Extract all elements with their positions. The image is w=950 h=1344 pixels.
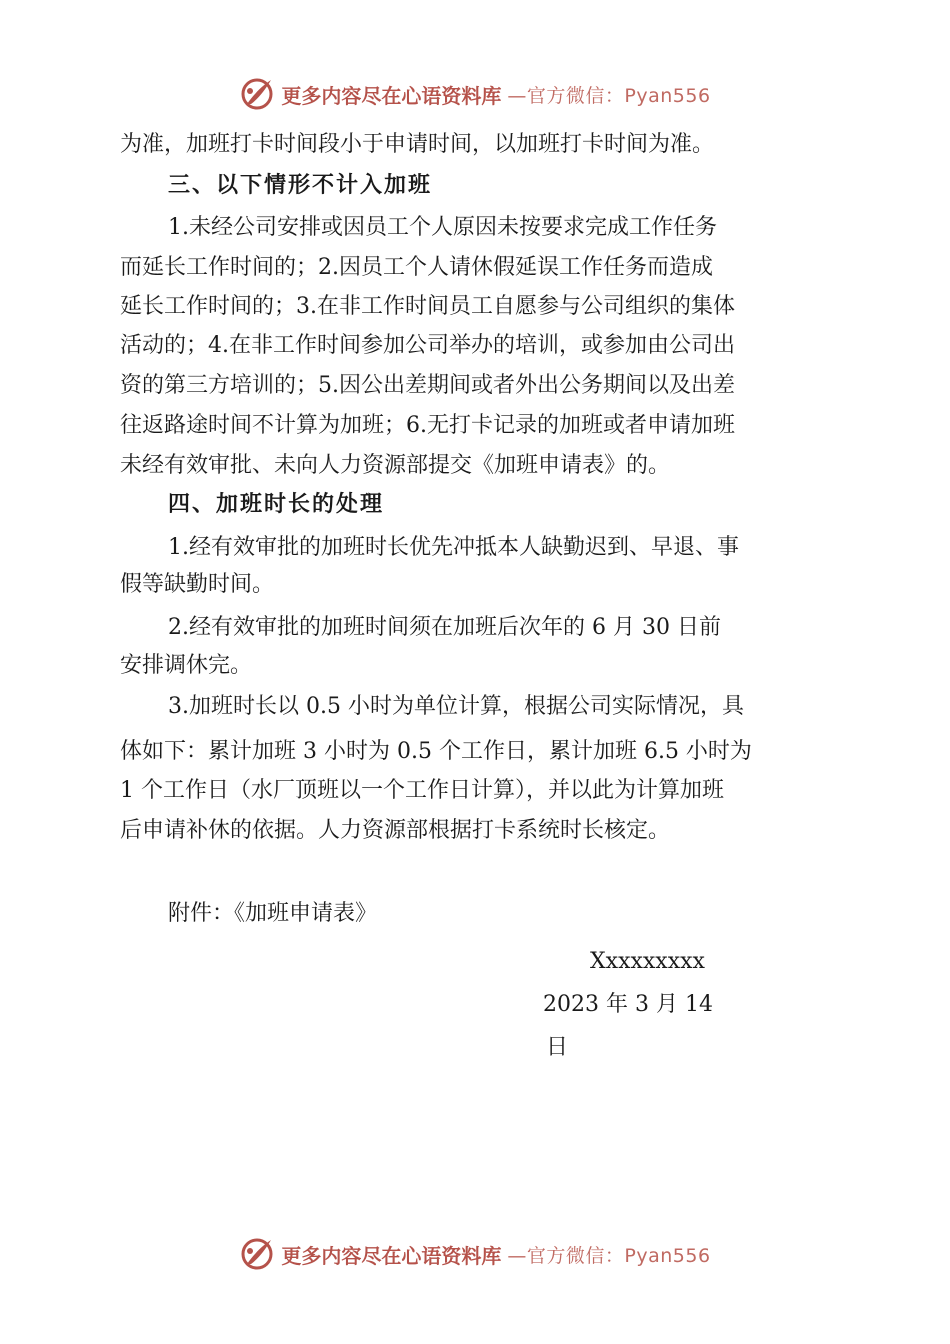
quill-pen-logo-icon — [239, 76, 275, 112]
watermark-contact-text: —官方微信：Pyan556 — [507, 1244, 711, 1267]
paragraph-line: 2.经有效审批的加班时间须在加班后次年的 6 月 30 日前 — [168, 615, 721, 640]
paragraph-line: 而延长工作时间的；2.因员工个人请休假延误工作任务而造成 — [120, 255, 713, 280]
signature-org: Xxxxxxxxx — [590, 949, 705, 974]
paragraph-line: 资的第三方培训的；5.因公出差期间或者外出公务期间以及出差 — [120, 373, 735, 398]
watermark-contact-text: —官方微信：Pyan556 — [507, 84, 711, 107]
paragraph-line: 延长工作时间的；3.在非工作时间员工自愿参与公司组织的集体 — [120, 294, 735, 319]
paragraph-line: 3.加班时长以 0.5 小时为单位计算，根据公司实际情况，具 — [168, 694, 744, 719]
attachment-line: 附件：《加班申请表》 — [168, 901, 378, 926]
paragraph-line: 体如下：累计加班 3 小时为 0.5 个工作日，累计加班 6.5 小时为 — [120, 739, 752, 764]
signature-date-day: 日 — [546, 1035, 569, 1060]
paragraph-line: 1.经有效审批的加班时长优先冲抵本人缺勤迟到、早退、事 — [168, 535, 739, 560]
quill-pen-logo-icon — [239, 1236, 275, 1272]
section-heading-3: 三、以下情形不计入加班 — [168, 173, 433, 198]
paragraph-line: 安排调休完。 — [120, 653, 253, 678]
paragraph-line: 1.未经公司安排或因员工个人原因未按要求完成工作任务 — [168, 215, 717, 240]
paragraph-line: 往返路途时间不计算为加班；6.无打卡记录的加班或者申请加班 — [120, 413, 735, 438]
watermark-footer — [0, 1234, 950, 1274]
paragraph-line: 1 个工作日（水厂顶班以一个工作日计算），并以此为计算加班 — [120, 778, 724, 803]
section-heading-4: 四、加班时长的处理 — [168, 492, 385, 517]
paragraph-line: 为准，加班打卡时间段小于申请时间，以加班打卡时间为准。 — [120, 132, 715, 157]
paragraph-line: 活动的；4.在非工作时间参加公司举办的培训，或参加由公司出 — [120, 333, 735, 358]
watermark-header — [0, 74, 950, 114]
paragraph-line: 未经有效审批、未向人力资源部提交《加班申请表》的。 — [120, 453, 671, 478]
paragraph-line: 后申请补休的依据。人力资源部根据打卡系统时长核定。 — [120, 818, 671, 843]
paragraph-line: 假等缺勤时间。 — [120, 572, 275, 597]
watermark-brand-text: 更多内容尽在心语资料库 — [281, 83, 502, 108]
signature-date: 2023 年 3 月 14 — [543, 992, 713, 1017]
watermark-brand-text: 更多内容尽在心语资料库 — [281, 1243, 502, 1268]
